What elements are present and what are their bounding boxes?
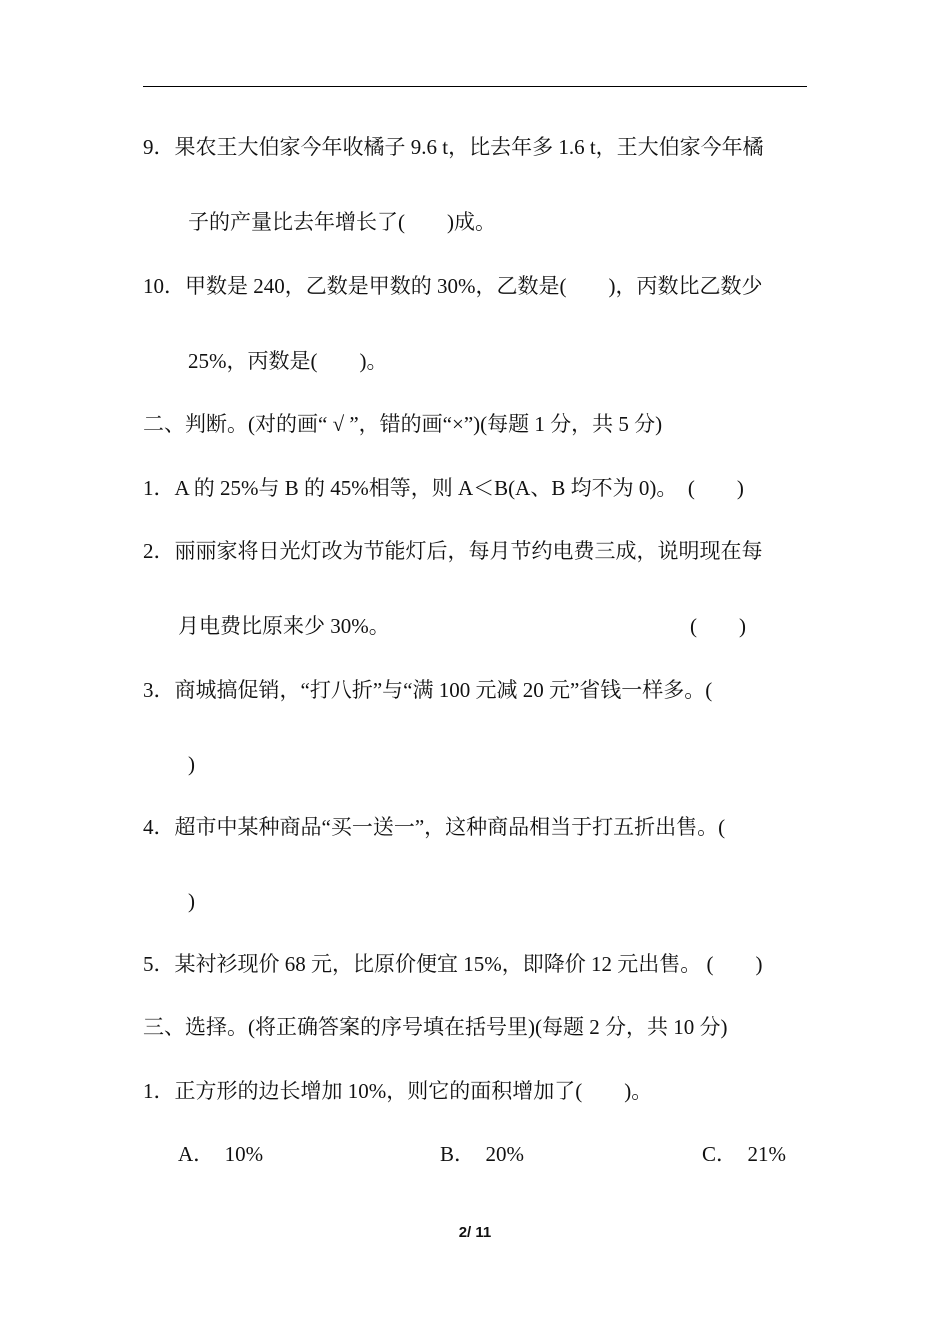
- question-9-line-1: 9．果农王大伯家今年收橘子 9.6 t，比去年多 1.6 t，王大伯家今年橘: [143, 135, 764, 159]
- header-rule: [143, 86, 807, 87]
- judge-2-answer-bracket: ( ): [690, 614, 746, 638]
- judge-3-line-2: ): [188, 752, 195, 776]
- page-number: 2/ 11: [458, 1224, 492, 1241]
- judge-1: 1．A 的 25%与 B 的 45%相等，则 A＜B(A、B 均不为 0)。 ( ): [143, 476, 744, 500]
- option-b: B． 20%: [440, 1142, 524, 1166]
- question-9-line-2: 子的产量比去年增长了( )成。: [188, 210, 496, 234]
- judge-4-line-2: ): [188, 889, 195, 913]
- judge-2-line-2: 月电费比原来少 30%。: [178, 614, 390, 638]
- choice-1: 1．正方形的边长增加 10%，则它的面积增加了( )。: [143, 1079, 653, 1103]
- section-3-heading: 三、选择。(将正确答案的序号填在括号里)(每题 2 分，共 10 分): [143, 1015, 728, 1039]
- option-a: A． 10%: [178, 1142, 264, 1166]
- section-2-heading: 二、判断。(对的画“ √ ”，错的画“×”)(每题 1 分，共 5 分): [143, 412, 663, 436]
- judge-4-line-1: 4．超市中某种商品“买一送一”，这种商品相当于打五折出售。(: [143, 815, 726, 839]
- judge-2-line-1: 2．丽丽家将日光灯改为节能灯后，每月节约电费三成，说明现在每: [143, 539, 763, 563]
- judge-3-line-1: 3．商城搞促销，“打八折”与“满 100 元减 20 元”省钱一样多。(: [143, 678, 713, 702]
- option-c: C． 21%: [702, 1142, 786, 1166]
- judge-5: 5．某衬衫现价 68 元，比原价便宜 15%，即降价 12 元出售。 ( ): [143, 952, 763, 976]
- question-10-line-2: 25%，丙数是( )。: [188, 349, 388, 373]
- question-10-line-1: 10．甲数是 240，乙数是甲数的 30%，乙数是( )，丙数比乙数少: [143, 274, 763, 298]
